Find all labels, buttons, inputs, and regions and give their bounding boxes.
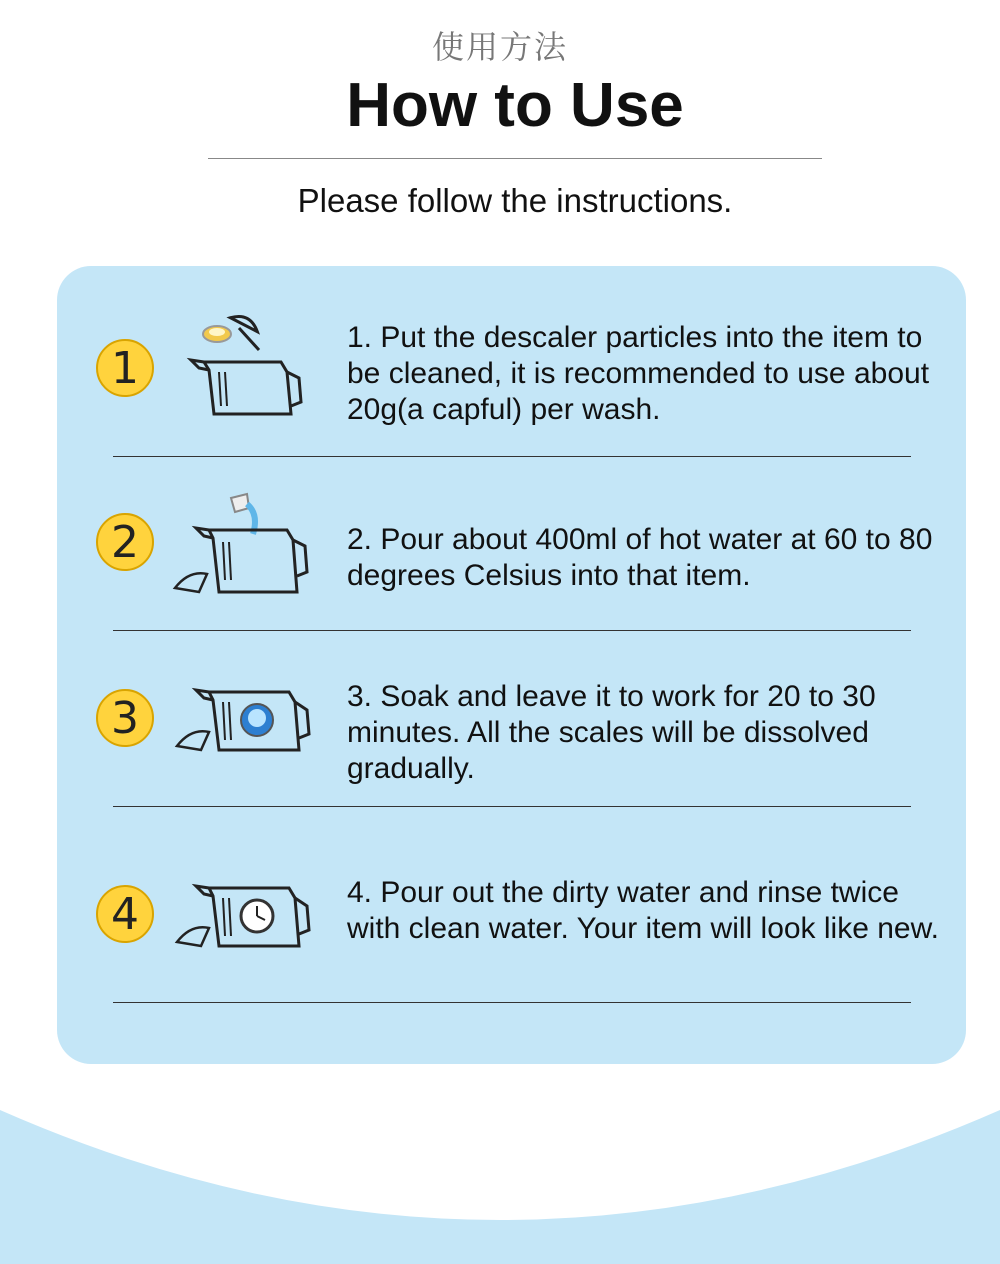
step-number-badge: 3 [96, 689, 154, 747]
step-divider [113, 456, 911, 457]
kettle-add-descaler-icon [169, 310, 319, 440]
step-divider [113, 806, 911, 807]
instructions-panel [57, 266, 966, 1064]
kettle-soak-icon [169, 662, 319, 792]
step-text: 2. Pour about 400ml of hot water at 60 to 80 degrees Celsius into that item. [347, 523, 933, 592]
kettle-rinse-clock-icon [169, 858, 319, 988]
step-text: 1. Put the descaler particles into the item to be cleaned, it is recommended to use about 20g(a capful) per wash. [347, 321, 930, 426]
title-divider [208, 158, 822, 159]
kettle-pour-water-icon [169, 488, 319, 618]
step-text: 3. Soak and leave it to work for 20 to 30 minutes. All the scales will be dissolved gradually. [347, 680, 876, 785]
step-number-badge: 4 [96, 885, 154, 943]
bottom-wave [0, 1090, 1000, 1264]
intro-text: Please follow the instructions. [297, 182, 733, 219]
step-divider [113, 630, 911, 631]
step-number-badge: 1 [96, 339, 154, 397]
page-title: How to Use [346, 71, 684, 140]
step-number-badge: 2 [96, 513, 154, 571]
subtitle-cn: 使用方法 [431, 28, 568, 66]
step-divider [113, 1002, 911, 1003]
step-text: 4. Pour out the dirty water and rinse twice with clean water. Your item will look like new. [347, 876, 939, 945]
